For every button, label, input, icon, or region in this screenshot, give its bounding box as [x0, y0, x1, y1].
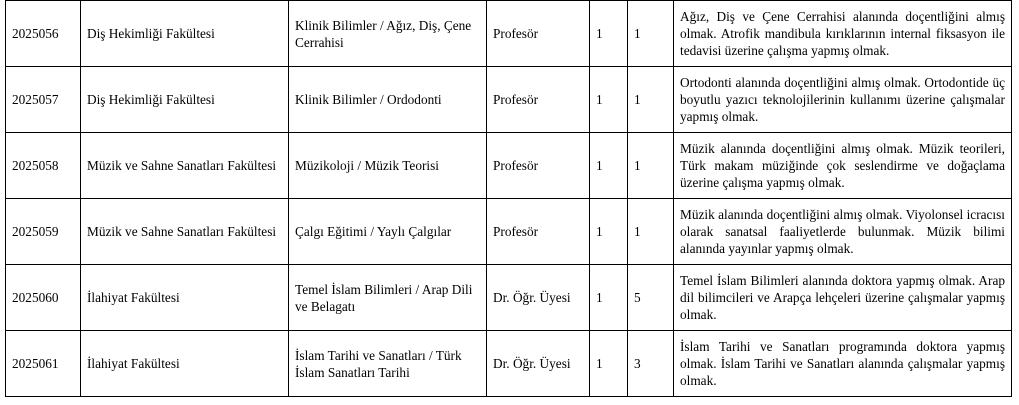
table-row: [6, 1, 1012, 67]
academic-title: Profesör: [487, 133, 590, 199]
requirement-text: Müzik alanında doçentliğini almış olmak. Viyolonsel icracısı olarak sanatsal faaliyetlerde bulunmak. Müzik bilimi alanında yayınlar yapmış olmak.: [674, 199, 1012, 265]
position-count: 5: [628, 265, 674, 331]
positions-table: [5, 0, 1012, 397]
degree-value: 1: [590, 67, 628, 133]
faculty-name: Müzik ve Sahne Sanatları Fakültesi: [81, 133, 289, 199]
academic-title: Dr. Öğr. Üyesi: [487, 265, 590, 331]
degree-value: 1: [590, 1, 628, 67]
department-name: Çalgı Eğitimi / Yaylı Çalgılar: [289, 199, 487, 265]
department-name: Klinik Bilimler / Ordodonti: [289, 67, 487, 133]
degree-value: 1: [590, 133, 628, 199]
academic-title: Profesör: [487, 1, 590, 67]
faculty-name: Diş Hekimliği Fakültesi: [81, 67, 289, 133]
academic-title: Profesör: [487, 67, 590, 133]
position-code: 2025056: [6, 1, 81, 67]
faculty-name: İlahiyat Fakültesi: [81, 265, 289, 331]
department-name: Müzikoloji / Müzik Teorisi: [289, 133, 487, 199]
degree-value: 1: [590, 265, 628, 331]
department-name: İslam Tarihi ve Sanatları / Türk İslam Sanatları Tarihi: [289, 331, 487, 397]
position-code: 2025057: [6, 67, 81, 133]
requirement-text: Temel İslam Bilimleri alanında doktora yapmış olmak. Arap dil bilimcileri ve Arapça lehçeleri üzerine çalışmalar yapmış olmak.: [674, 265, 1012, 331]
faculty-name: Müzik ve Sahne Sanatları Fakültesi: [81, 199, 289, 265]
table-row: [6, 265, 1012, 331]
table-row: [6, 331, 1012, 397]
position-count: 1: [628, 1, 674, 67]
faculty-name: Diş Hekimliği Fakültesi: [81, 1, 289, 67]
requirement-text: Ortodonti alanında doçentliğini almış olmak. Ortodontide üç boyutlu yazıcı teknolojilerinin kullanımı üzerine çalışmalar yapmış olmak.: [674, 67, 1012, 133]
faculty-name: İlahiyat Fakültesi: [81, 331, 289, 397]
position-code: 2025060: [6, 265, 81, 331]
position-code: 2025058: [6, 133, 81, 199]
requirement-text: İslam Tarihi ve Sanatları programında doktora yapmış olmak. İslam Tarihi ve Sanatları alanında çalışmalar yapmış olmak.: [674, 331, 1012, 397]
department-name: Temel İslam Bilimleri / Arap Dili ve Belagatı: [289, 265, 487, 331]
degree-value: 1: [590, 199, 628, 265]
table-row: [6, 199, 1012, 265]
department-name: Klinik Bilimler / Ağız, Diş, Çene Cerrahisi: [289, 1, 487, 67]
position-count: 1: [628, 199, 674, 265]
degree-value: 1: [590, 331, 628, 397]
academic-title: Profesör: [487, 199, 590, 265]
position-count: 3: [628, 331, 674, 397]
table-row: [6, 133, 1012, 199]
position-code: 2025059: [6, 199, 81, 265]
position-count: 1: [628, 67, 674, 133]
positions-table-body: [6, 1, 1012, 397]
position-count: 1: [628, 133, 674, 199]
requirement-text: Ağız, Diş ve Çene Cerrahisi alanında doçentliğini almış olmak. Atrofik mandibula kırıklarının internal fiksasyon ile tedavisi üzerine çalışma yapmış olmak.: [674, 1, 1012, 67]
table-row: [6, 67, 1012, 133]
academic-title: Dr. Öğr. Üyesi: [487, 331, 590, 397]
requirement-text: Müzik alanında doçentliğini almış olmak. Müzik teorileri, Türk makam müziğinde çok seslendirme ve doğaçlama üzerine çalışma yapmış olmak.: [674, 133, 1012, 199]
position-code: 2025061: [6, 331, 81, 397]
